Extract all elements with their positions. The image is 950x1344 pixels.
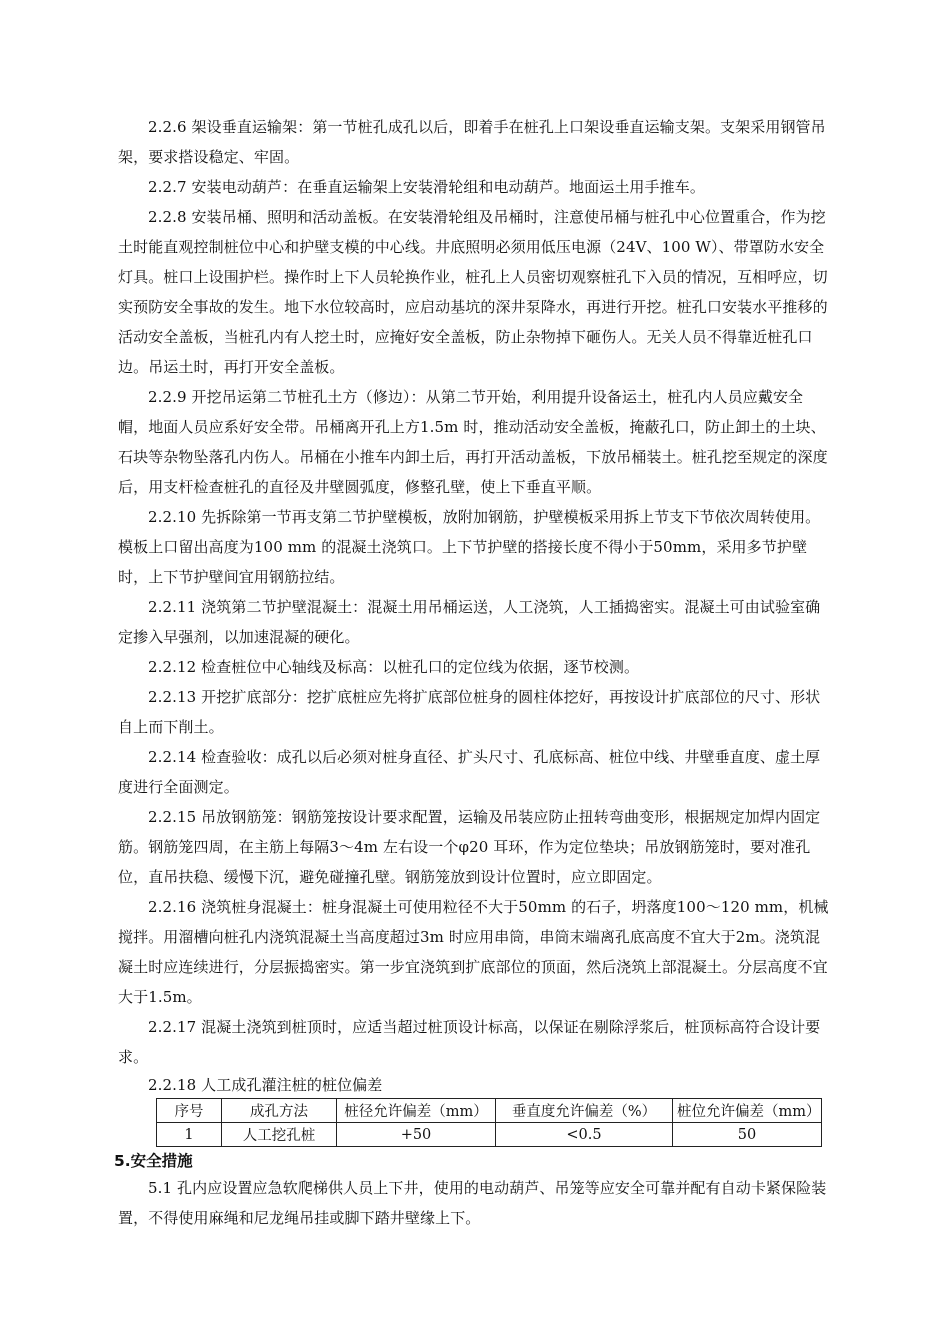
paragraph-2-2-11: 2.2.11 浇筑第二节护壁混凝土：混凝土用吊桶运送，人工浇筑，人工插捣密实。混凝土可由试验室确定掺入早强剂，以加速混凝的硬化。 bbox=[118, 598, 821, 646]
table-caption: 2.2.18 人工成孔灌注桩的桩位偏差 bbox=[148, 1076, 383, 1094]
table-cell: <0.5 bbox=[496, 1123, 673, 1147]
table-row bbox=[157, 1123, 822, 1147]
paragraph-2-2-9: 2.2.9 开挖吊运第二节桩孔土方（修边）：从第二节开始，利用提升设备运土，桩孔内人员应戴安全帽，地面人员应系好安全带。吊桶离开孔上方1.5m 时，推动活动安全盖板，掩蔽孔口，防止卸土的土块、石块等杂物坠落孔内伤人。吊桶在小推车内卸土后，再打开活动盖板，下放吊桶装土。桩孔挖至规定的深度后，用支杆检查桩孔的直径及井壁圆弧度，修整孔壁，使上下垂直平顺。 bbox=[118, 388, 828, 496]
paragraph-2-2-17: 2.2.17 混凝土浇筑到桩顶时，应适当超过桩顶设计标高，以保证在剔除浮浆后，桩顶标高符合设计要求。 bbox=[118, 1018, 821, 1066]
paragraph-2-2-14: 2.2.14 检查验收：成孔以后必须对桩身直径、扩头尺寸、孔底标高、桩位中线、井壁垂直度、虚土厚度进行全面测定。 bbox=[118, 748, 821, 796]
table-cell: 50 bbox=[673, 1123, 822, 1147]
paragraph-2-2-12: 2.2.12 检查桩位中心轴线及标高：以桩孔口的定位线为依据，逐节校测。 bbox=[148, 658, 640, 676]
table-header-row bbox=[157, 1099, 822, 1123]
table-cell: +50 bbox=[337, 1123, 496, 1147]
header-cell: 序号 bbox=[157, 1099, 222, 1123]
table-cell: 人工挖孔桩 bbox=[222, 1123, 337, 1147]
paragraph-2-2-15: 2.2.15 吊放钢筋笼：钢筋笼按设计要求配置，运输及吊装应防止扭转弯曲变形，根据规定加焊内固定筋。钢筋笼四周，在主筋上每隔3～4m 左右设一个φ20 耳环，作为定位垫块；吊放钢筋笼时，要对准孔位，直吊扶稳、缓慢下沉，避免碰撞孔壁。钢筋笼放到设计位置时，应立即固定。 bbox=[118, 808, 821, 886]
header-cell: 成孔方法 bbox=[222, 1099, 337, 1123]
header-cell: 桩径允许偏差（mm） bbox=[337, 1099, 496, 1123]
header-cell: 桩位允许偏差（mm） bbox=[673, 1099, 822, 1123]
paragraph-2-2-16: 2.2.16 浇筑桩身混凝土：桩身混凝土可使用粒径不大于50mm 的石子，坍落度100～120 mm，机械搅拌。用溜槽向桩孔内浇筑混凝土当高度超过3m 时应用串筒，串筒末端离孔底高度不宜大于2m。浇筑混凝土时应连续进行，分层振捣密实。第一步宜浇筑到扩底部位的顶面，然后浇筑上部混凝土。分层高度不宜大于1.5m。 bbox=[118, 898, 829, 1006]
paragraph-2-2-10: 2.2.10 先拆除第一节再支第二节护壁模板，放附加钢筋，护壁模板采用拆上节支下节依次周转使用。模板上口留出高度为100 mm 的混凝土浇筑口。上下节护壁的搭接长度不得小于50mm，采用多节护壁时，上下节护壁间宜用钢筋拉结。 bbox=[118, 508, 821, 586]
paragraph-2-2-6: 2.2.6 架设垂直运输架：第一节桩孔成孔以后，即着手在桩孔上口架设垂直运输支架。支架采用钢管吊架，要求搭设稳定、牢固。 bbox=[118, 118, 826, 166]
paragraph-2-2-13: 2.2.13 开挖扩底部分：挖扩底桩应先将扩底部位桩身的圆柱体挖好，再按设计扩底部位的尺寸、形状自上而下削土。 bbox=[118, 688, 821, 736]
header-cell: 垂直度允许偏差（%） bbox=[496, 1099, 673, 1123]
table-cell: 1 bbox=[157, 1123, 222, 1147]
paragraph-2-2-8: 2.2.8 安装吊桶、照明和活动盖板。在安装滑轮组及吊桶时，注意使吊桶与桩孔中心位置重合，作为挖土时能直观控制桩位中心和护壁支模的中心线。井底照明必须用低压电源（24V、100 W）、带罩防水安全灯具。桩口上设围护栏。操作时上下人员轮换作业，桩孔上人员密切观察桩孔下入员的情况，互相呼应，切实预防安全事故的发生。地下水位较高时，应启动基坑的深井泵降水，再进行开挖。桩孔口安装水平推移的活动安全盖板，当桩孔内有人挖土时，应掩好安全盖板，防止杂物掉下砸伤人。无关人员不得靠近桩孔口边。吊运土时，再打开安全盖板。 bbox=[118, 208, 828, 376]
section-5-heading: 5.安全措施 bbox=[114, 1152, 193, 1170]
paragraph-2-2-7: 2.2.7 安装电动葫芦：在垂直运输架上安装滑轮组和电动葫芦。地面运土用手推车。 bbox=[148, 178, 705, 196]
deviation-table bbox=[156, 1098, 822, 1147]
paragraph-5-1: 5.1 孔内应设置应急软爬梯供人员上下井，使用的电动葫芦、吊笼等应安全可靠并配有自动卡紧保险装置，不得使用麻绳和尼龙绳吊挂或脚下踏井壁缘上下。 bbox=[118, 1179, 827, 1227]
